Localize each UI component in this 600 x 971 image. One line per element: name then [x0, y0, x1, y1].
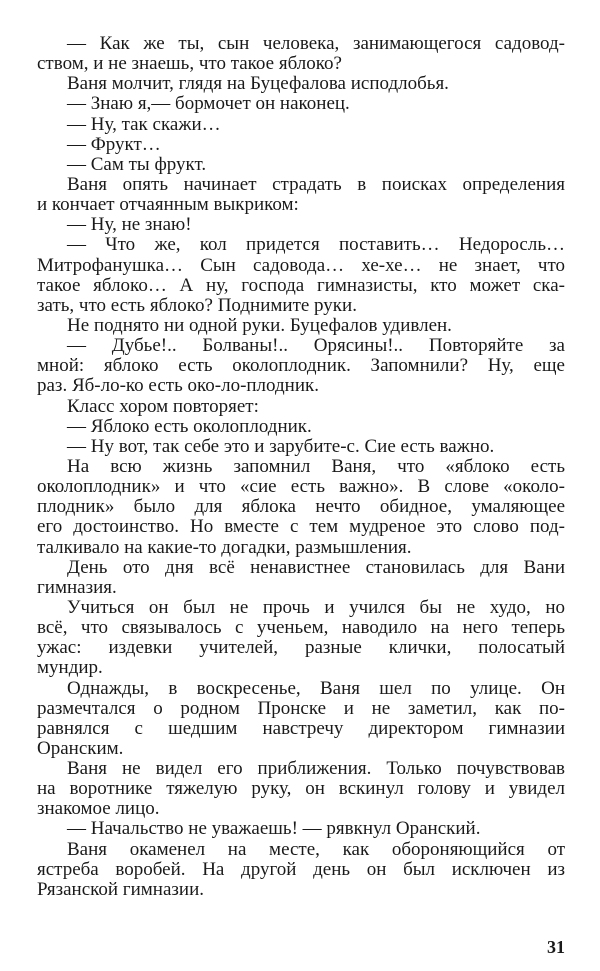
text-line: — Ну вот, так себе это и зарубите-с. Сие есть важно. [67, 435, 495, 457]
text-line: — Начальство не уважаешь! — рявкнул Оранский. [67, 818, 481, 840]
text-line: День ото дня всё ненавистнее становилась для Вани [67, 557, 565, 578]
text-line: Не поднято ни одной руки. Буцефалов удивлен. [67, 314, 452, 336]
text-line: околоплодник» и что «сие есть важно». В слове «около- [37, 477, 565, 498]
text-line: равнялся с шедшим навстречу директором гимназии [37, 718, 565, 739]
text-line: всё, что связывалось с ученьем, наводило на него теперь [37, 618, 565, 639]
text-line: — Сам ты фрукт. [67, 153, 207, 175]
text-line: раз. Яб-ло-ко есть око-ло-плодник. [37, 375, 319, 397]
text-line: его достоинство. Но вместе с тем мудреное это слово под- [37, 517, 565, 538]
text-line: Учиться он был не прочь и учился бы не худо, но [67, 597, 565, 618]
text-line: и кончает отчаянным выкриком: [37, 194, 299, 216]
text-line: — Знаю я,— бормочет он наконец. [67, 93, 350, 115]
text-line: зать, что есть яблоко? Поднимите руки. [37, 294, 357, 316]
text-line: знакомое лицо. [37, 798, 160, 820]
text-line: Рязанской гимназии. [37, 878, 204, 900]
text-line: талкивало на какие-то догадки, размышления. [37, 536, 412, 558]
text-line: такое яблоко… А ну, господа гимназисты, кто может ска- [37, 275, 565, 296]
text-line: На всю жизнь запомнил Ваня, что «яблоко есть [67, 456, 565, 477]
text-line: — Фрукт… [67, 133, 161, 155]
text-line: Ваня молчит, глядя на Буцефалова исподлобья. [67, 73, 449, 95]
text-line: — Как же ты, сын человека, занимающегося садовод- [67, 34, 565, 54]
page-number: 31 [547, 937, 565, 957]
text-line: Митрофанушка… Сын садовода… хе-хе… не знает, что [37, 255, 565, 276]
text-line: Ваня опять начинает страдать в поисках определения [67, 174, 565, 195]
text-line: мной: яблоко есть околоплодник. Запомнили? Ну, еще [37, 356, 565, 377]
text-line: плодник» было для яблока нечто обидное, умаляющее [37, 497, 565, 518]
text-line: ством, и не знаешь, что такое яблоко? [37, 53, 342, 75]
text-line: размечтался о родном Пронске и не заметил, как по- [37, 698, 565, 719]
text-line: — Что же, кол придется поставить… Недоросль… [67, 235, 565, 256]
text-line: — Ну, так скажи… [67, 113, 221, 135]
text-line: Ваня окаменел на месте, как обороняющийся от [67, 839, 565, 860]
text-line: — Яблоко есть околоплодник. [67, 415, 312, 437]
text-line: — Ну, не знаю! [67, 214, 192, 236]
text-line: Класс хором повторяет: [67, 395, 259, 417]
text-line: на воротнике тяжелую руку, он вскинул голову и увидел [37, 779, 565, 800]
text-line: Ваня не видел его приближения. Только почувствовав [67, 759, 565, 780]
text-line: мундир. [37, 657, 103, 679]
text-line: Однажды, в воскресенье, Ваня шел по улице. Он [67, 678, 565, 699]
page-text [37, 34, 565, 900]
text-line: гимназия. [37, 576, 117, 598]
text-line: ужас: издевки учителей, разные клички, полосатый [37, 638, 565, 659]
text-line: ястреба воробей. На другой день он был исключен из [37, 859, 565, 880]
text-line: Оранским. [37, 737, 124, 759]
text-line: — Дубье!.. Болваны!.. Орясины!.. Повторяйте за [67, 336, 565, 357]
